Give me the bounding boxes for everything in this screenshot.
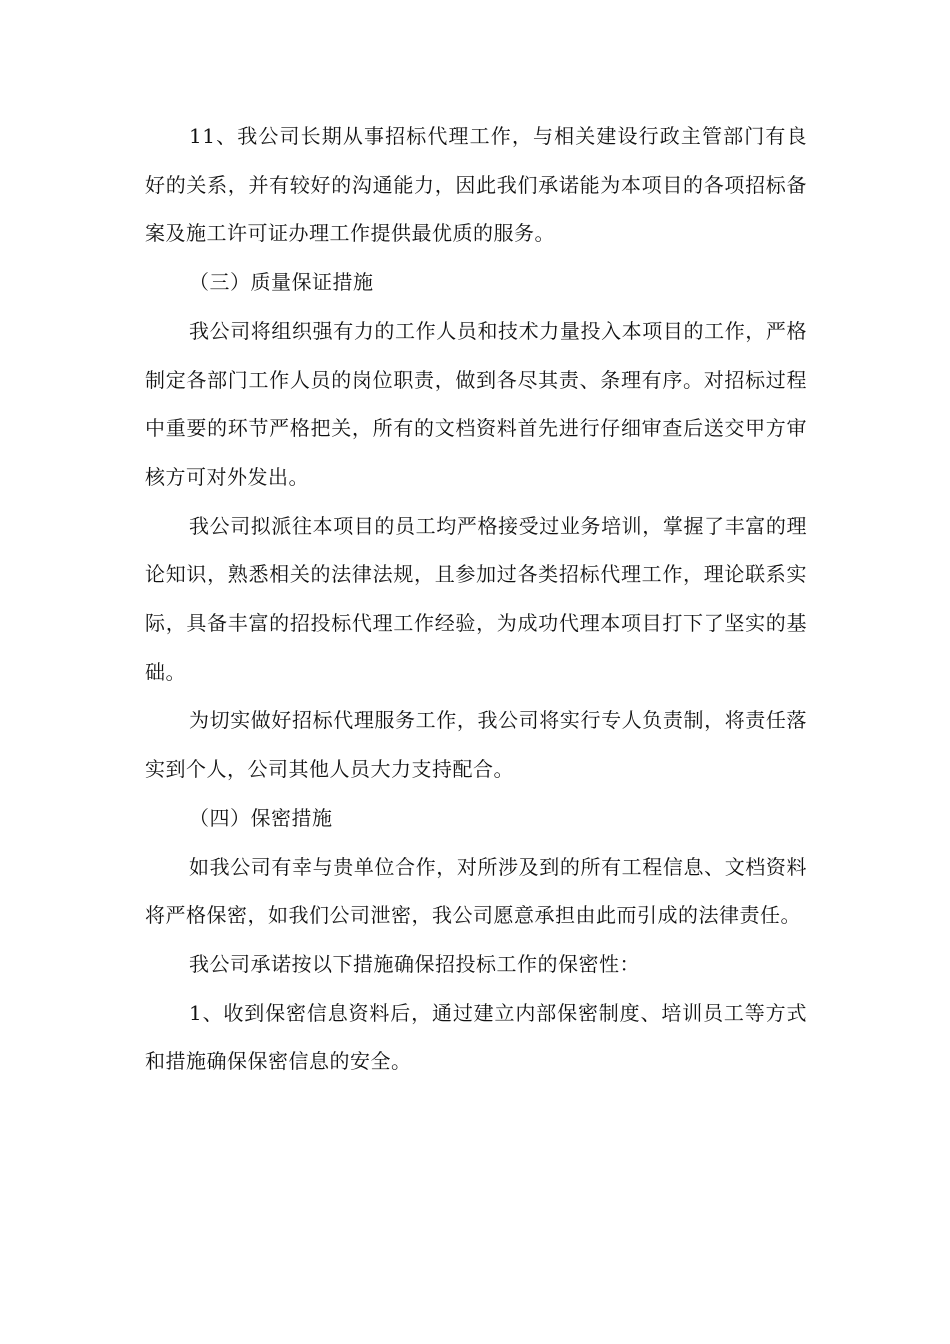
section-heading-quality-assurance: （三）质量保证措施 [189, 270, 374, 295]
paragraph-responsibility-system: 为切实做好招标代理服务工作，我公司将实行专人负责制，将责任落实到个人，公司其他人员大力支持配合。 [145, 708, 807, 782]
paragraph-service-commitment: 11、我公司长期从事招标代理工作，与相关建设行政主管部门有良好的关系，并有较好的沟通能力，因此我们承诺能为本项目的各项招标备案及施工许可证办理工作提供最优质的服务。 [145, 124, 807, 246]
paragraph-confidentiality-measures-intro: 我公司承诺按以下措施确保招投标工作的保密性： [189, 951, 640, 976]
paragraph-staff-organization: 我公司将组织强有力的工作人员和技术力量投入本项目的工作，严格制定各部门工作人员的岗位职责，做到各尽其责、条理有序。对招标过程中重要的环节严格把关，所有的文档资料首先进行仔细审查后送交甲方审核方可对外发出。 [145, 318, 807, 489]
paragraph-confidentiality-pledge: 如我公司有幸与贵单位合作，对所涉及到的所有工程信息、文档资料将严格保密，如我们公司泄密，我公司愿意承担由此而引成的法律责任。 [145, 854, 807, 928]
section-heading-confidentiality: （四）保密措施 [189, 805, 333, 830]
paragraph-staff-training: 我公司拟派往本项目的员工均严格接受过业务培训，掌握了丰富的理论知识，熟悉相关的法律法规，且参加过各类招标代理工作，理论联系实际，具备丰富的招投标代理工作经验，为成功代理本项目打下了坚实的基础。 [145, 513, 807, 684]
document-body [145, 112, 807, 1086]
paragraph-confidentiality-measure-1: 1、收到保密信息资料后，通过建立内部保密制度、培训员工等方式和措施确保保密信息的安全。 [145, 1000, 807, 1074]
